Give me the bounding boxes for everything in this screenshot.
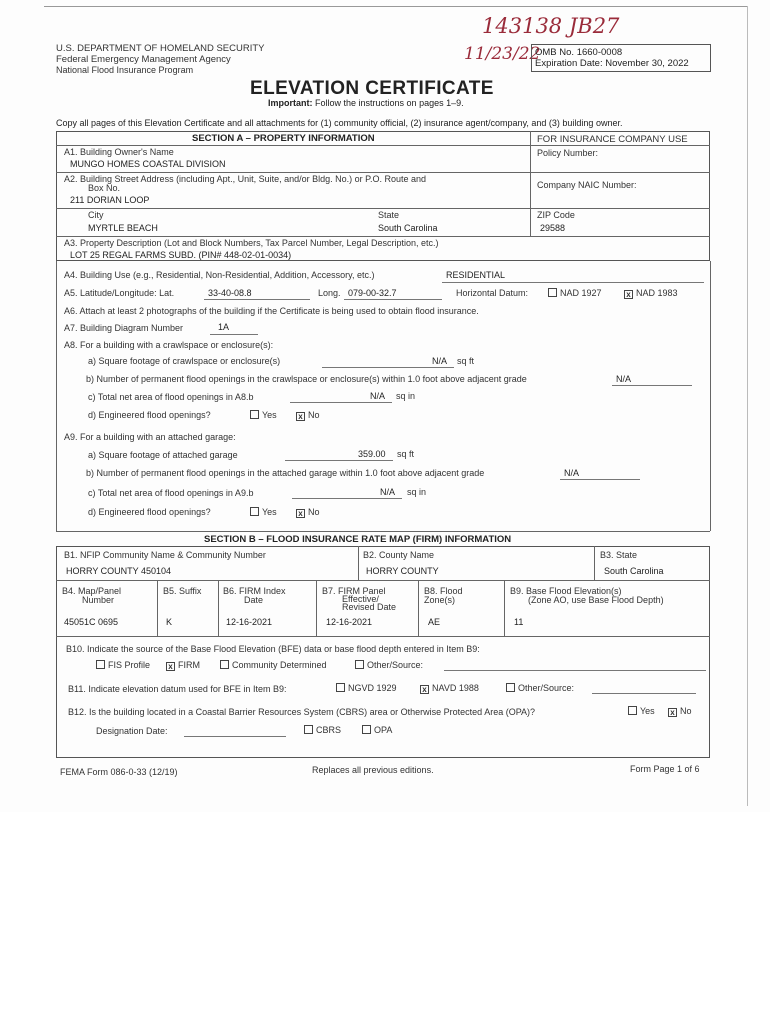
omb-box xyxy=(531,44,711,72)
nad1983-label: NAD 1983 xyxy=(636,288,678,298)
a9d-yes[interactable] xyxy=(250,507,277,517)
b11-other-option[interactable] xyxy=(506,683,574,693)
b11-navd-option[interactable] xyxy=(420,683,479,694)
underline xyxy=(560,479,640,480)
section-a-title: SECTION A – PROPERTY INFORMATION xyxy=(192,133,375,144)
b10-fis-checkbox[interactable] xyxy=(96,660,105,669)
a1-value[interactable]: MUNGO HOMES COASTAL DIVISION xyxy=(70,159,226,169)
underline xyxy=(285,460,393,461)
a9d-no[interactable] xyxy=(296,507,320,518)
a9d-label: d) Engineered flood openings? xyxy=(88,507,211,517)
footer-form-number: FEMA Form 086-0-33 (12/19) xyxy=(60,767,178,777)
insurance-use-header: FOR INSURANCE COMPANY USE xyxy=(537,134,688,145)
b9-label: B9. Base Flood Elevation(s) xyxy=(510,586,622,596)
dept-name: U.S. DEPARTMENT OF HOMELAND SECURITY xyxy=(56,43,265,54)
a8d-no[interactable] xyxy=(296,410,320,421)
designation-date-label: Designation Date: xyxy=(96,726,168,736)
nad1927-label: NAD 1927 xyxy=(560,288,602,298)
b4-label: B4. Map/Panel xyxy=(62,586,122,596)
b4-label-cont: Number xyxy=(82,595,115,605)
rule xyxy=(530,131,531,237)
scan-edge-right xyxy=(747,6,748,806)
nad1927-checkbox[interactable] xyxy=(548,288,557,297)
b11-other-checkbox[interactable] xyxy=(506,683,515,692)
b10-other-line xyxy=(444,670,706,671)
state-value[interactable]: South Carolina xyxy=(378,223,438,233)
footer-replaces: Replaces all previous editions. xyxy=(312,765,434,775)
a9d-yes-label: Yes xyxy=(262,507,277,517)
b3-value[interactable]: South Carolina xyxy=(604,566,664,576)
cbrs-label: CBRS xyxy=(316,725,342,735)
important-note xyxy=(268,98,464,108)
a9d-no-label: No xyxy=(308,507,320,517)
a8c-unit: sq in xyxy=(396,391,416,401)
a9c-value[interactable]: N/A xyxy=(380,487,396,497)
underline xyxy=(322,367,454,368)
b10-community-checkbox[interactable] xyxy=(220,660,229,669)
b11-ngvd-option[interactable] xyxy=(336,683,397,693)
important-label: Important: xyxy=(268,98,313,108)
a9a-label: a) Square footage of attached garage xyxy=(88,450,238,460)
section-b-title: SECTION B – FLOOD INSURANCE RATE MAP (FIRM) INFORMATION xyxy=(204,534,512,545)
underline xyxy=(210,334,258,335)
b10-firm-option[interactable] xyxy=(166,660,200,671)
b10-fis-option[interactable] xyxy=(96,660,150,670)
zip-label: ZIP Code xyxy=(537,210,575,220)
a1-label: A1. Building Owner's Name xyxy=(64,147,174,157)
a6-text: A6. Attach at least 2 photographs of the building if the Certificate is being used to obtain flood insurance. xyxy=(64,306,479,316)
rule xyxy=(56,531,710,532)
b5-value[interactable]: K xyxy=(166,617,173,627)
opa-label: OPA xyxy=(374,725,393,735)
b7-label: B7. FIRM Panel xyxy=(322,586,386,596)
rule xyxy=(710,261,711,531)
underline xyxy=(344,299,442,300)
b11-label: B11. Indicate elevation datum used for BFE in Item B9: xyxy=(68,684,287,694)
b7-value[interactable]: 12-16-2021 xyxy=(326,617,373,627)
rule xyxy=(218,580,219,636)
copy-instruction: Copy all pages of this Elevation Certificate and all attachments for (1) community official, (2) insurance agent/company, and (3) building owner. xyxy=(56,118,623,128)
rule xyxy=(56,261,57,531)
a2-label: A2. Building Street Address (including Apt., Unit, Suite, and/or Bldg. No.) or P.O. Route and xyxy=(64,174,427,184)
rule xyxy=(316,580,317,636)
form-title: ELEVATION CERTIFICATE xyxy=(250,78,494,99)
b10-community-option[interactable] xyxy=(220,660,327,670)
a3-label: A3. Property Description (Lot and Block Numbers, Tax Parcel Number, Legal Description, etc.) xyxy=(64,238,439,248)
a8c-value[interactable]: N/A xyxy=(370,391,386,401)
nad1927-option[interactable] xyxy=(548,288,602,298)
b6-value[interactable]: 12-16-2021 xyxy=(226,617,273,627)
expiration-date: Expiration Date: November 30, 2022 xyxy=(535,58,689,69)
underline xyxy=(292,498,402,499)
a8d-yes-checkbox[interactable] xyxy=(250,410,259,419)
scan-edge-top xyxy=(44,6,748,7)
handwritten-date: 11/23/22 xyxy=(464,44,541,64)
rule xyxy=(157,580,158,636)
b10-community-label: Community Determined xyxy=(232,660,327,670)
a8b-value[interactable]: N/A xyxy=(616,374,632,384)
rule xyxy=(56,145,710,146)
a8a-value[interactable]: N/A xyxy=(432,356,448,366)
a9d-no-checkbox[interactable]: x xyxy=(296,509,305,518)
a9c-label: c) Total net area of flood openings in A9.b xyxy=(88,488,254,498)
b8-label-cont: Zone(s) xyxy=(424,595,456,605)
a9b-label: b) Number of permanent flood openings in the attached garage within 1.0 foot above adjacent grade xyxy=(86,468,485,478)
b7-label-cont: Effective/ xyxy=(342,594,379,604)
a5-long-value[interactable]: 079-00-32.7 xyxy=(348,288,397,298)
a8c-label: c) Total net area of flood openings in A8.b xyxy=(88,392,254,402)
a8d-label: d) Engineered flood openings? xyxy=(88,410,211,420)
rule xyxy=(594,546,595,580)
b11-navd-label: NAVD 1988 xyxy=(432,683,479,693)
opa-checkbox[interactable] xyxy=(362,725,371,734)
rule xyxy=(56,236,710,237)
a7-value[interactable]: 1A xyxy=(218,322,230,332)
state-label: State xyxy=(378,210,400,220)
a3-value[interactable]: LOT 25 REGAL FARMS SUBD. (PIN# 448-02-01-0034) xyxy=(70,250,292,260)
b11-other-label: Other/Source: xyxy=(518,683,575,693)
underline xyxy=(204,299,310,300)
a4-label: A4. Building Use (e.g., Residential, Non-Residential, Addition, Accessory, etc.) xyxy=(64,270,375,280)
b12-label: B12. Is the building located in a Coastal Barrier Resources System (CBRS) area or Otherwise Protected Area (OPA)? xyxy=(68,707,536,717)
b7-label-cont2: Revised Date xyxy=(342,602,397,612)
cbrs-option[interactable] xyxy=(304,725,341,735)
a5-lat-value[interactable]: 33-40-08.8 xyxy=(208,288,252,298)
b11-ngvd-checkbox[interactable] xyxy=(336,683,345,692)
b9-value[interactable]: 11 xyxy=(514,617,524,627)
a2-value[interactable]: 211 DORIAN LOOP xyxy=(70,195,150,205)
a9b-value[interactable]: N/A xyxy=(564,468,580,478)
b10-firm-checkbox[interactable]: x xyxy=(166,662,175,671)
b10-other-checkbox[interactable] xyxy=(355,660,364,669)
b10-label: B10. Indicate the source of the Base Flood Elevation (BFE) data or base flood depth entered in Item B9: xyxy=(66,644,480,654)
rule xyxy=(56,172,710,173)
agency-name: Federal Emergency Management Agency xyxy=(56,54,231,65)
b1-value[interactable]: HORRY COUNTY 450104 xyxy=(66,566,172,576)
rule xyxy=(56,580,710,581)
b12-yes-option[interactable] xyxy=(628,706,655,716)
b8-label: B8. Flood xyxy=(424,586,463,596)
underline xyxy=(442,282,704,283)
b10-other-label: Other/Source: xyxy=(367,660,424,670)
b2-label: B2. County Name xyxy=(363,550,435,560)
handwritten-number: 143138 JB27 xyxy=(482,14,620,38)
nad1983-checkbox[interactable]: x xyxy=(624,290,633,299)
b12-no-checkbox[interactable]: x xyxy=(668,708,677,717)
b11-navd-checkbox[interactable]: x xyxy=(420,685,429,694)
horizontal-datum-label: Horizontal Datum: xyxy=(456,288,529,298)
a2-label-cont: Box No. xyxy=(88,183,121,193)
city-label: City xyxy=(88,210,104,220)
b6-label: B6. FIRM Index xyxy=(223,586,286,596)
a9a-unit: sq ft xyxy=(397,449,415,459)
b11-other-line xyxy=(592,693,696,694)
a9a-value[interactable]: 359.00 xyxy=(358,449,386,459)
policy-number-label: Policy Number: xyxy=(537,148,599,158)
rule xyxy=(56,208,530,209)
b12-yes-checkbox[interactable] xyxy=(628,706,637,715)
a8a-unit: sq ft xyxy=(457,356,475,366)
rule xyxy=(56,636,710,637)
a9-label: A9. For a building with an attached garage: xyxy=(64,432,236,442)
designation-date-line[interactable] xyxy=(184,736,286,737)
a8a-label: a) Square footage of crawlspace or enclosure(s) xyxy=(88,356,281,366)
important-text: Follow the instructions on pages 1–9. xyxy=(315,98,464,108)
cbrs-checkbox[interactable] xyxy=(304,725,313,734)
omb-number: OMB No. 1660-0008 xyxy=(535,47,623,58)
a8b-label: b) Number of permanent flood openings in the crawlspace or enclosure(s) within 1.0 foot above adjacent grade xyxy=(86,374,527,384)
a9d-yes-checkbox[interactable] xyxy=(250,507,259,516)
b9-label-cont: (Zone AO, use Base Flood Depth) xyxy=(528,595,664,605)
program-name: National Flood Insurance Program xyxy=(56,65,194,75)
city-value[interactable]: MYRTLE BEACH xyxy=(88,223,158,233)
a4-value[interactable]: RESIDENTIAL xyxy=(446,270,506,280)
zip-value[interactable]: 29588 xyxy=(540,223,566,233)
naic-label: Company NAIC Number: xyxy=(537,180,637,190)
underline xyxy=(612,385,692,386)
b6-label-cont: Date xyxy=(244,595,264,605)
rule xyxy=(504,580,505,636)
rule xyxy=(418,580,419,636)
b10-other-option[interactable] xyxy=(355,660,423,670)
footer-page: Form Page 1 of 6 xyxy=(630,764,700,774)
a8d-no-checkbox[interactable]: x xyxy=(296,412,305,421)
b8-value[interactable]: AE xyxy=(428,617,441,627)
a7-label: A7. Building Diagram Number xyxy=(64,323,184,333)
rule xyxy=(530,208,710,209)
a5-long-label: Long. xyxy=(318,288,341,298)
b10-fis-label: FIS Profile xyxy=(108,660,151,670)
b12-no-option[interactable] xyxy=(668,706,692,717)
a8-label: A8. For a building with a crawlspace or enclosure(s): xyxy=(64,340,274,350)
b2-value[interactable]: HORRY COUNTY xyxy=(366,566,439,576)
opa-option[interactable] xyxy=(362,725,392,735)
rule xyxy=(358,546,359,580)
b3-label: B3. State xyxy=(600,550,638,560)
b5-label: B5. Suffix xyxy=(163,586,202,596)
a9c-unit: sq in xyxy=(407,487,427,497)
a8d-yes-label: Yes xyxy=(262,410,277,420)
b11-ngvd-label: NGVD 1929 xyxy=(348,683,397,693)
a8d-no-label: No xyxy=(308,410,320,420)
b4-value[interactable]: 45051C 0695 xyxy=(64,617,119,627)
a5-label: A5. Latitude/Longitude: Lat. xyxy=(64,288,175,298)
nad1983-option[interactable] xyxy=(624,288,678,299)
underline xyxy=(290,402,392,403)
b10-firm-label: FIRM xyxy=(178,660,200,670)
b12-yes-label: Yes xyxy=(640,706,655,716)
a8d-yes[interactable] xyxy=(250,410,277,420)
b12-no-label: No xyxy=(680,706,692,716)
b1-label: B1. NFIP Community Name & Community Number xyxy=(64,550,266,560)
